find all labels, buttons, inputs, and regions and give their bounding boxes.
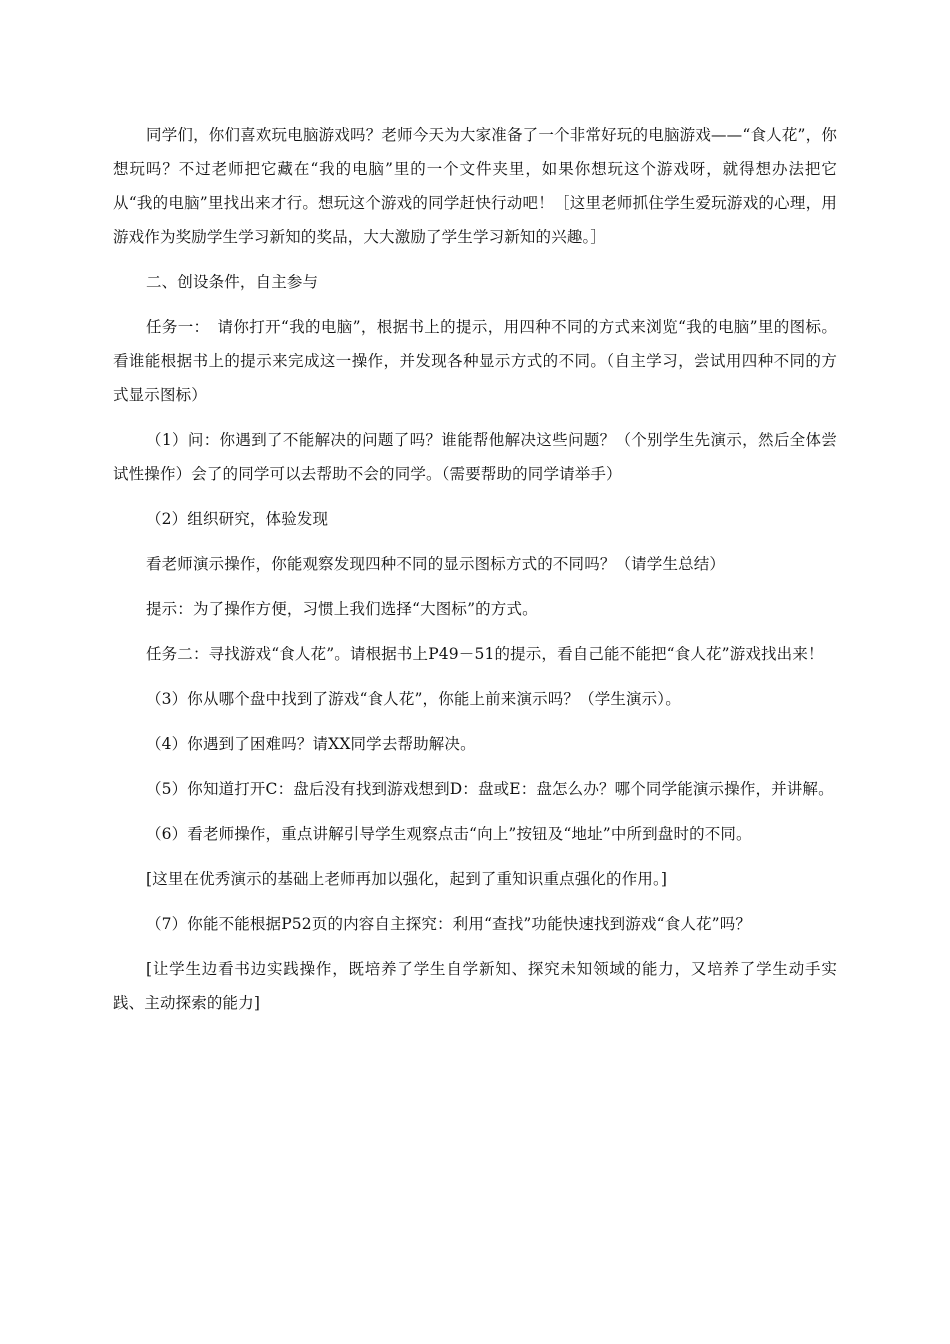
paragraph-step-4: （4）你遇到了困难吗？请XX同学去帮助解决。 [146,735,476,753]
paragraph-step-7: （7）你能不能根据P52页的内容自主探究：利用“查找”功能快速找到游戏“食人花”吗？ [146,915,752,933]
paragraph-note-2: [让学生边看书边实践操作，既培养了学生自学新知、探究未知领域的能力，又培养了学生动手实践、主动探索的能力] [113,960,837,1012]
paragraph-step-5: （5）你知道打开C：盘后没有找到游戏想到D：盘或E：盘怎么办？哪个同学能演示操作，并讲解。 [146,780,834,798]
paragraph-step-2: （2）组织研究，体验发现 [146,510,329,528]
paragraph-task-1: 任务一： 请你打开“我的电脑”，根据书上的提示，用四种不同的方式来浏览“我的电脑”里的图标。看谁能根据书上的提示来完成这一操作，并发现各种显示方式的不同。（自主学习，尝试用四种不同的方式显示图标） [113,318,837,404]
paragraph-step-3: （3）你从哪个盘中找到了游戏“食人花”，你能上前来演示吗？（学生演示）。 [146,690,681,708]
paragraph-teacher-demo: 看老师演示操作，你能观察发现四种不同的显示图标方式的不同吗？（请学生总结） [146,555,726,573]
section-heading: 二、创设条件，自主参与 [146,273,319,291]
paragraph-step-1: （1）问：你遇到了不能解决的问题了吗？谁能帮他解决这些问题？（个别学生先演示，然后全体尝试性操作）会了的同学可以去帮助不会的同学。（需要帮助的同学请举手） [113,431,837,483]
paragraph-step-6: （6）看老师操作，重点讲解引导学生观察点击“向上”按钮及“地址”中所到盘时的不同。 [146,825,752,843]
paragraph-intro: 同学们，你们喜欢玩电脑游戏吗？老师今天为大家准备了一个非常好玩的电脑游戏——“食人花”，你想玩吗？不过老师把它藏在“我的电脑”里的一个文件夹里，如果你想玩这个游戏呀，就得想办法把它从“我的电脑”里找出来才行。想玩这个游戏的同学赶快行动吧！［这里老师抓住学生爱玩游戏的心理，用游戏作为奖励学生学习新知的奖品，大大激励了学生学习新知的兴趣。］ [113,126,837,246]
document-body [113,118,837,1031]
paragraph-note-1: [这里在优秀演示的基础上老师再加以强化，起到了重知识重点强化的作用。] [146,870,668,888]
paragraph-task-2: 任务二：寻找游戏“食人花”。请根据书上P49－51的提示，看自己能不能把“食人花”游戏找出来！ [146,645,824,663]
paragraph-hint: 提示：为了操作方便，习惯上我们选择“大图标”的方式。 [146,600,538,618]
